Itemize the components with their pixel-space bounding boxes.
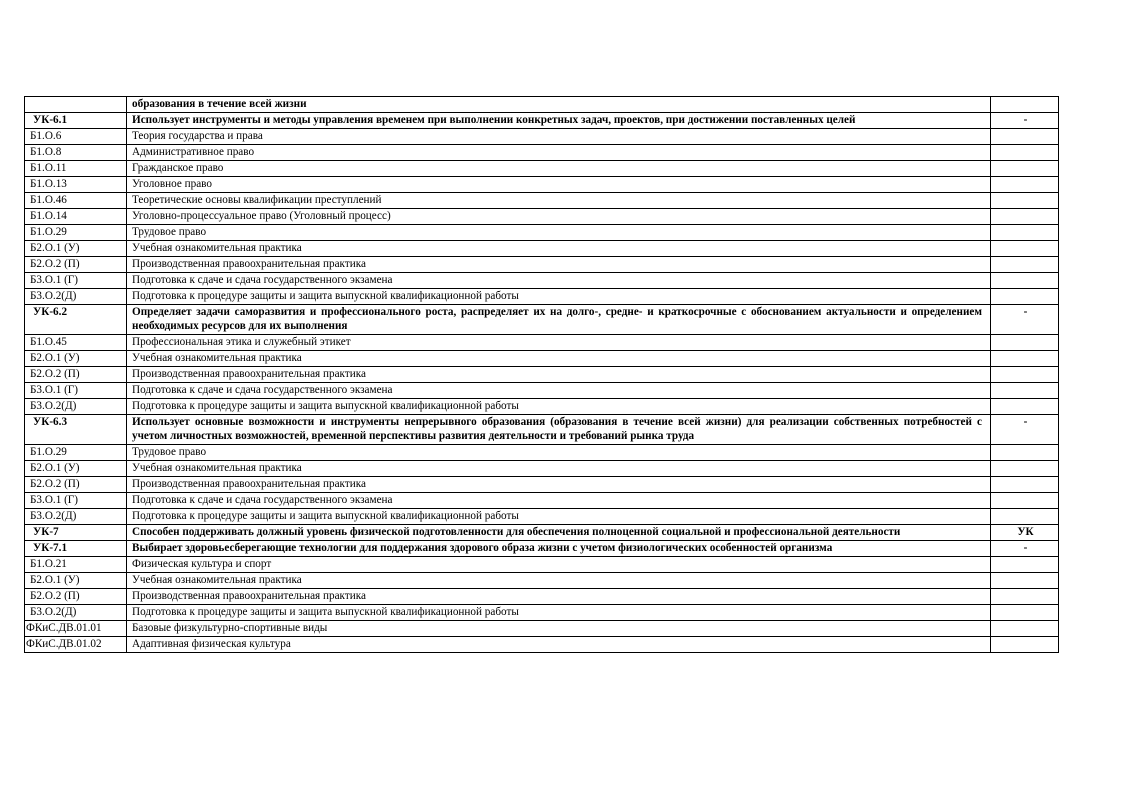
code-cell: УК-7.1 bbox=[25, 541, 127, 557]
code-cell: ФКиС.ДВ.01.02 bbox=[25, 637, 127, 653]
code-cell: Б3.О.2(Д) bbox=[25, 605, 127, 621]
discipline-row bbox=[25, 289, 1059, 305]
code-cell: Б2.О.1 (У) bbox=[25, 241, 127, 257]
discipline-row bbox=[25, 637, 1059, 653]
discipline-row bbox=[25, 241, 1059, 257]
description-cell: Теоретические основы квалификации преступлений bbox=[127, 193, 991, 209]
description-cell: Производственная правоохранительная практика bbox=[127, 257, 991, 273]
code-cell: Б1.О.14 bbox=[25, 209, 127, 225]
code-cell: Б2.О.1 (У) bbox=[25, 461, 127, 477]
mark-cell: УК bbox=[991, 525, 1059, 541]
competency-matrix-table bbox=[24, 96, 1059, 653]
discipline-row bbox=[25, 445, 1059, 461]
mark-cell bbox=[991, 477, 1059, 493]
discipline-row bbox=[25, 351, 1059, 367]
description-cell: Подготовка к процедуре защиты и защита выпускной квалификационной работы bbox=[127, 289, 991, 305]
code-cell: Б1.О.46 bbox=[25, 193, 127, 209]
discipline-row bbox=[25, 257, 1059, 273]
code-cell: Б2.О.2 (П) bbox=[25, 367, 127, 383]
code-cell: Б1.О.13 bbox=[25, 177, 127, 193]
mark-cell bbox=[991, 225, 1059, 241]
discipline-row bbox=[25, 399, 1059, 415]
mark-cell bbox=[991, 273, 1059, 289]
description-cell: Подготовка к процедуре защиты и защита выпускной квалификационной работы bbox=[127, 509, 991, 525]
code-cell: Б2.О.2 (П) bbox=[25, 589, 127, 605]
code-cell: Б2.О.2 (П) bbox=[25, 257, 127, 273]
mark-cell: - bbox=[991, 541, 1059, 557]
mark-cell bbox=[991, 637, 1059, 653]
discipline-row bbox=[25, 225, 1059, 241]
matrix-body bbox=[25, 97, 1059, 653]
description-cell: Способен поддерживать должный уровень физической подготовленности для обеспечения полноценной социальной и профессиональной деятельности bbox=[127, 525, 991, 541]
mark-cell bbox=[991, 461, 1059, 477]
description-cell: Физическая культура и спорт bbox=[127, 557, 991, 573]
code-cell bbox=[25, 97, 127, 113]
mark-cell bbox=[991, 509, 1059, 525]
code-cell: Б1.О.21 bbox=[25, 557, 127, 573]
description-cell: Производственная правоохранительная практика bbox=[127, 589, 991, 605]
mark-cell bbox=[991, 129, 1059, 145]
description-cell: образования в течение всей жизни bbox=[127, 97, 991, 113]
competency-indicator-row bbox=[25, 305, 1059, 335]
code-cell: Б1.О.6 bbox=[25, 129, 127, 145]
discipline-row bbox=[25, 493, 1059, 509]
description-cell: Профессиональная этика и служебный этикет bbox=[127, 335, 991, 351]
discipline-row bbox=[25, 589, 1059, 605]
code-cell: Б2.О.2 (П) bbox=[25, 477, 127, 493]
mark-cell bbox=[991, 445, 1059, 461]
description-cell: Подготовка к сдаче и сдача государственного экзамена bbox=[127, 273, 991, 289]
mark-cell bbox=[991, 493, 1059, 509]
mark-cell bbox=[991, 97, 1059, 113]
discipline-row bbox=[25, 557, 1059, 573]
description-cell: Производственная правоохранительная практика bbox=[127, 367, 991, 383]
discipline-row bbox=[25, 605, 1059, 621]
code-cell: Б1.О.11 bbox=[25, 161, 127, 177]
discipline-row bbox=[25, 129, 1059, 145]
mark-cell: - bbox=[991, 415, 1059, 445]
description-cell: Выбирает здоровьесберегающие технологии для поддержания здорового образа жизни с учетом физиологических особенностей организма bbox=[127, 541, 991, 557]
discipline-row bbox=[25, 383, 1059, 399]
description-cell: Учебная ознакомительная практика bbox=[127, 241, 991, 257]
competency-indicator-row bbox=[25, 541, 1059, 557]
mark-cell bbox=[991, 605, 1059, 621]
discipline-row bbox=[25, 209, 1059, 225]
description-cell: Подготовка к процедуре защиты и защита выпускной квалификационной работы bbox=[127, 399, 991, 415]
mark-cell bbox=[991, 209, 1059, 225]
code-cell: Б3.О.1 (Г) bbox=[25, 493, 127, 509]
code-cell: Б1.О.45 bbox=[25, 335, 127, 351]
description-cell: Теория государства и права bbox=[127, 129, 991, 145]
description-cell: Подготовка к сдаче и сдача государственного экзамена bbox=[127, 383, 991, 399]
description-cell: Трудовое право bbox=[127, 225, 991, 241]
discipline-row bbox=[25, 161, 1059, 177]
description-cell: Определяет задачи саморазвития и профессионального роста, распределяет их на долго-, средне- и краткосрочные с обоснованием актуальности и определением необходимых ресурсов для их выполнения bbox=[127, 305, 991, 335]
description-cell: Адаптивная физическая культура bbox=[127, 637, 991, 653]
mark-cell bbox=[991, 193, 1059, 209]
description-cell: Подготовка к процедуре защиты и защита выпускной квалификационной работы bbox=[127, 605, 991, 621]
description-cell: Подготовка к сдаче и сдача государственного экзамена bbox=[127, 493, 991, 509]
code-cell: УК-7 bbox=[25, 525, 127, 541]
code-cell: УК-6.2 bbox=[25, 305, 127, 335]
description-cell: Административное право bbox=[127, 145, 991, 161]
code-cell: УК-6.1 bbox=[25, 113, 127, 129]
mark-cell bbox=[991, 241, 1059, 257]
competency-indicator-row bbox=[25, 415, 1059, 445]
discipline-row bbox=[25, 461, 1059, 477]
description-cell: Базовые физкультурно-спортивные виды bbox=[127, 621, 991, 637]
discipline-row bbox=[25, 621, 1059, 637]
discipline-row bbox=[25, 273, 1059, 289]
competency-indicator-row bbox=[25, 113, 1059, 129]
mark-cell bbox=[991, 589, 1059, 605]
discipline-row bbox=[25, 477, 1059, 493]
mark-cell bbox=[991, 257, 1059, 273]
code-cell: Б1.О.29 bbox=[25, 445, 127, 461]
mark-cell bbox=[991, 399, 1059, 415]
description-cell: Уголовно-процессуальное право (Уголовный процесс) bbox=[127, 209, 991, 225]
description-cell: Учебная ознакомительная практика bbox=[127, 461, 991, 477]
mark-cell bbox=[991, 351, 1059, 367]
discipline-row bbox=[25, 509, 1059, 525]
competency-indicator-row bbox=[25, 525, 1059, 541]
mark-cell bbox=[991, 367, 1059, 383]
code-cell: Б3.О.2(Д) bbox=[25, 289, 127, 305]
code-cell: ФКиС.ДВ.01.01 bbox=[25, 621, 127, 637]
description-cell: Трудовое право bbox=[127, 445, 991, 461]
mark-cell bbox=[991, 145, 1059, 161]
mark-cell bbox=[991, 177, 1059, 193]
discipline-row bbox=[25, 193, 1059, 209]
discipline-row bbox=[25, 335, 1059, 351]
mark-cell bbox=[991, 557, 1059, 573]
description-cell: Уголовное право bbox=[127, 177, 991, 193]
discipline-row bbox=[25, 145, 1059, 161]
description-cell: Учебная ознакомительная практика bbox=[127, 573, 991, 589]
code-cell: Б1.О.8 bbox=[25, 145, 127, 161]
description-cell: Использует основные возможности и инструменты непрерывного образования (образования в течение всей жизни) для реализации собственных потребностей с учетом личностных возможностей, временной перспективы развития деятельности и требований рынка труда bbox=[127, 415, 991, 445]
mark-cell: - bbox=[991, 305, 1059, 335]
mark-cell bbox=[991, 621, 1059, 637]
mark-cell bbox=[991, 335, 1059, 351]
discipline-row bbox=[25, 367, 1059, 383]
description-cell: Производственная правоохранительная практика bbox=[127, 477, 991, 493]
description-cell: Использует инструменты и методы управления временем при выполнении конкретных задач, проектов, при достижении поставленных целей bbox=[127, 113, 991, 129]
discipline-row bbox=[25, 573, 1059, 589]
description-cell: Учебная ознакомительная практика bbox=[127, 351, 991, 367]
code-cell: Б2.О.1 (У) bbox=[25, 573, 127, 589]
description-cell: Гражданское право bbox=[127, 161, 991, 177]
continuation-row bbox=[25, 97, 1059, 113]
code-cell: Б3.О.2(Д) bbox=[25, 509, 127, 525]
discipline-row bbox=[25, 177, 1059, 193]
code-cell: УК-6.3 bbox=[25, 415, 127, 445]
mark-cell bbox=[991, 383, 1059, 399]
mark-cell bbox=[991, 289, 1059, 305]
code-cell: Б3.О.1 (Г) bbox=[25, 273, 127, 289]
code-cell: Б1.О.29 bbox=[25, 225, 127, 241]
code-cell: Б3.О.1 (Г) bbox=[25, 383, 127, 399]
code-cell: Б2.О.1 (У) bbox=[25, 351, 127, 367]
mark-cell bbox=[991, 573, 1059, 589]
mark-cell: - bbox=[991, 113, 1059, 129]
mark-cell bbox=[991, 161, 1059, 177]
code-cell: Б3.О.2(Д) bbox=[25, 399, 127, 415]
